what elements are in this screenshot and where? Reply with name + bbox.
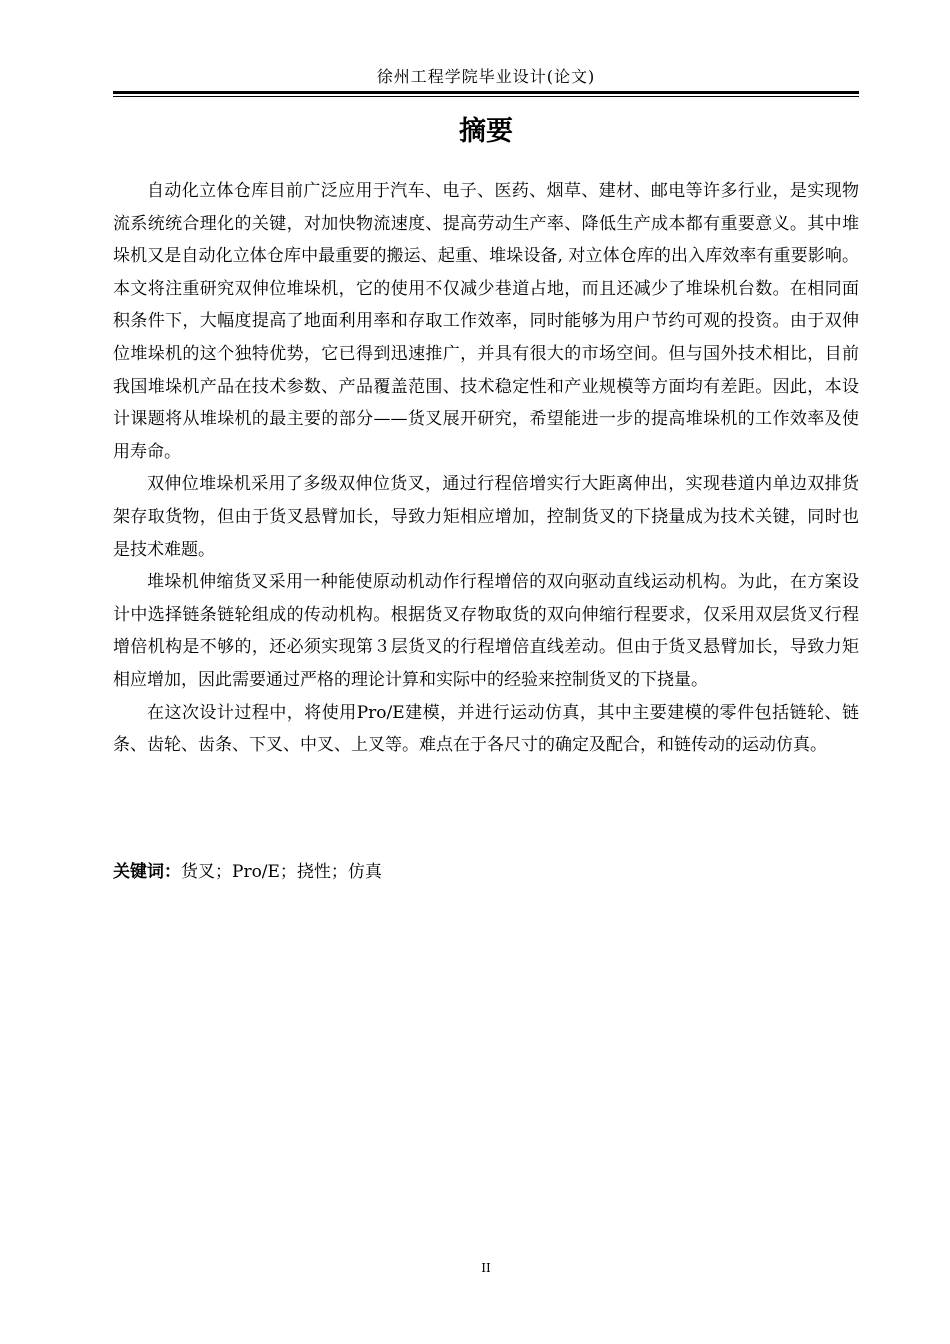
page-header: 徐州工程学院毕业设计(论文) xyxy=(376,67,596,86)
abstract-paragraph-2: 双伸位堆垛机采用了多级双伸位货叉，通过行程倍增实行大距离伸出，实现巷道内单边双排货架存取货物，但由于货叉悬臂加长，导致力矩相应增加，控制货叉的下挠量成为技术关键，同时也是技术难题。 xyxy=(113,474,859,560)
abstract-paragraph-1: 自动化立体仓库目前广泛应用于汽车、电子、医药、烟草、建材、邮电等许多行业，是实现物流系统统合理化的关键，对加快物流速度、提高劳动生产率、降低生产成本都有重要意义。其中堆垛机又是自动化立体仓库中最重要的搬运、起重、堆垛设备, 对立体仓库的出入库效率有重要影响。本文将注重研究双伸位堆垛机，它的使用不仅减少巷道占地，而且还减少了堆垛机台数。在相同面积条件下，大幅度提高了地面利用率和存取工作效率，同时能够为用户节约可观的投资。由于双伸位堆垛机的这个独特优势，它已得到迅速推广，并具有很大的市场空间。但与国外技术相比，目前我国堆垛机产品在技术参数、产品覆盖范围、技术稳定性和产业规模等方面均有差距。因此，本设计课题将从堆垛机的最主要的部分——货叉展开研究，希望能进一步的提高堆垛机的工作效率及使用寿命。 xyxy=(113,181,859,462)
header-rule-thin xyxy=(113,96,859,97)
keywords-label: 关键词： xyxy=(113,862,181,882)
abstract-paragraph-3: 堆垛机伸缩货叉采用一种能使原动机动作行程增倍的双向驱动直线运动机构。为此，在方案设计中选择链条链轮组成的传动机构。根据货叉存物取货的双向伸缩行程要求，仅采用双层货叉行程增倍机构是不够的，还必须实现第３层货叉的行程增倍直线差动。但由于货叉悬臂加长，导致力矩相应增加，因此需要通过严格的理论计算和实际中的经验来控制货叉的下挠量。 xyxy=(113,572,859,690)
header-rule-thick xyxy=(113,91,859,94)
abstract-paragraph-4: 在这次设计过程中，将使用Pro/E建模，并进行运动仿真，其中主要建模的零件包括链轮、链条、齿轮、齿条、下叉、中叉、上叉等。难点在于各尺寸的确定及配合，和链传动的运动仿真。 xyxy=(113,702,859,756)
abstract-body xyxy=(113,175,859,762)
abstract-title: 摘要 xyxy=(459,116,513,147)
keywords-value: 货叉；Pro/E；挠性；仿真 xyxy=(181,862,382,882)
keywords-line xyxy=(113,856,859,888)
page-number: II xyxy=(481,1261,491,1275)
